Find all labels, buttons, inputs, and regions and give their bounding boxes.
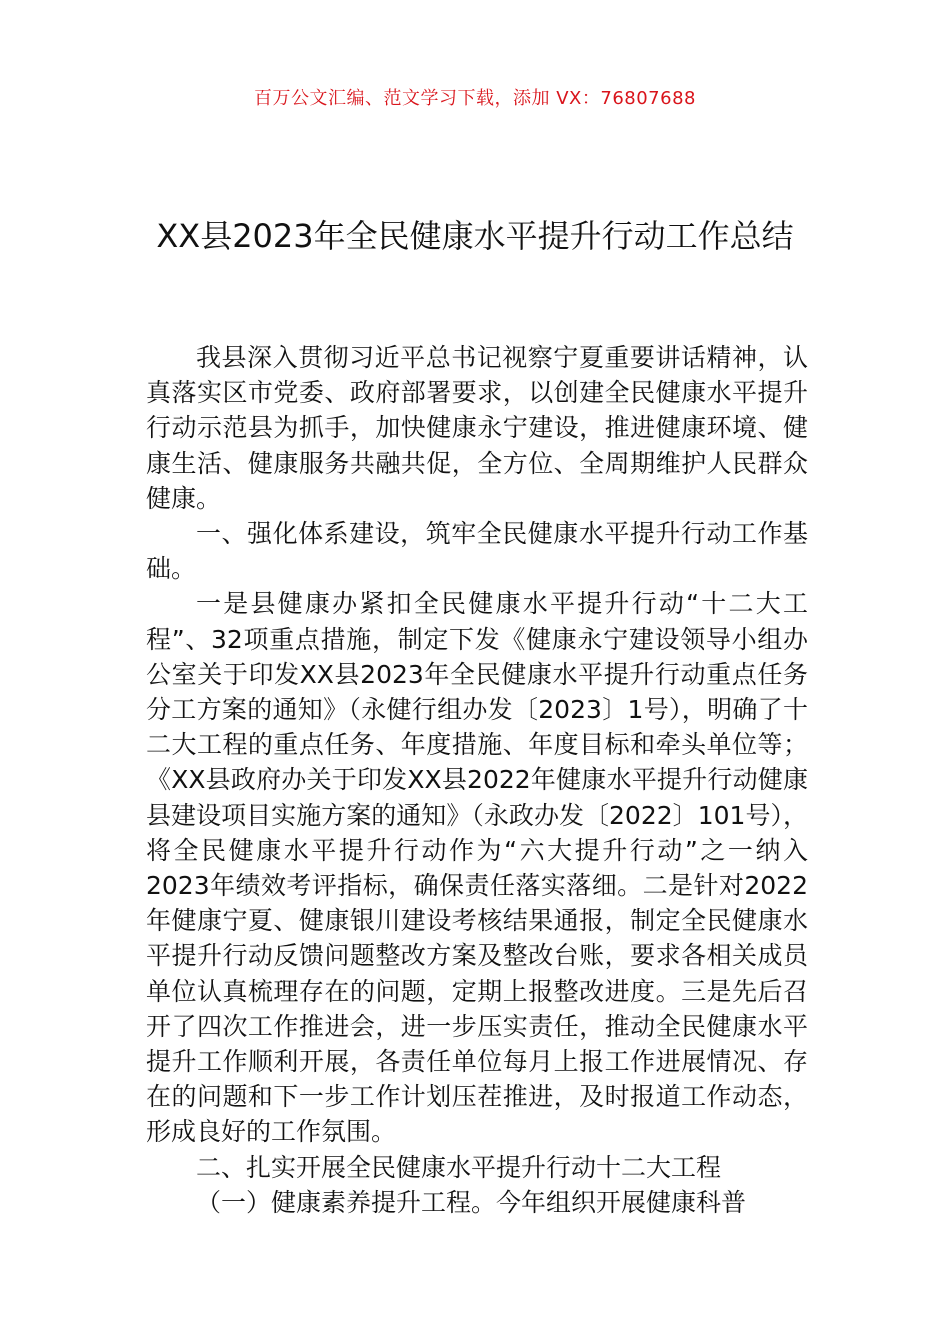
document-title: XX县2023年全民健康水平提升行动工作总结 xyxy=(156,217,794,256)
paragraph-subsection-1: （一）健康素养提升工程。今年组织开展健康科普 xyxy=(196,1187,747,1217)
paragraph-intro: 我县深入贯彻习近平总书记视察宁夏重要讲话精神，认真落实区市党委、政府部署要求，以创建全民健康水平提升行动示范县为抓手，加快健康永宁建设，推进健康环境、健康生活、健康服务共融共促，全方位、全周期维护人民群众健康。 xyxy=(146,343,808,513)
document-body xyxy=(146,340,808,1220)
watermark-header: 百万公文汇编、范文学习下载，添加 VX：76807688 xyxy=(254,88,696,109)
paragraph-section-2-heading: 二、扎实开展全民健康水平提升行动十二大工程 xyxy=(196,1152,722,1182)
paragraph-section-1-heading: 一、强化体系建设，筑牢全民健康水平提升行动工作基础。 xyxy=(146,519,808,584)
paragraph-section-1-body: 一是县健康办紧扣全民健康水平提升行动“十二大工程”、32项重点措施，制定下发《健康永宁建设领导小组办公室关于印发XX县2023年全民健康水平提升行动重点任务分工方案的通知》（永健行组办发〔2023〕1号），明确了十二大工程的重点任务、年度措施、年度目标和牵头单位等；《XX县政府办关于印发XX县2022年健康水平提升行动健康县建设项目实施方案的通知》（永政办发〔2022〕101号），将全民健康水平提升行动作为“六大提升行动”之一纳入2023年绩效考评指标，确保责任落实落细。二是针对2022年健康宁夏、健康银川建设考核结果通报，制定全民健康水平提升行动反馈问题整改方案及整改台账，要求各相关成员单位认真梳理存在的问题，定期上报整改进度。三是先后召开了四次工作推进会，进一步压实责任，推动全民健康水平提升工作顺利开展，各责任单位每月上报工作进展情况、存在的问题和下一步工作计划压茬推进，及时报道工作动态，形成良好的工作氛围。 xyxy=(146,589,808,1147)
